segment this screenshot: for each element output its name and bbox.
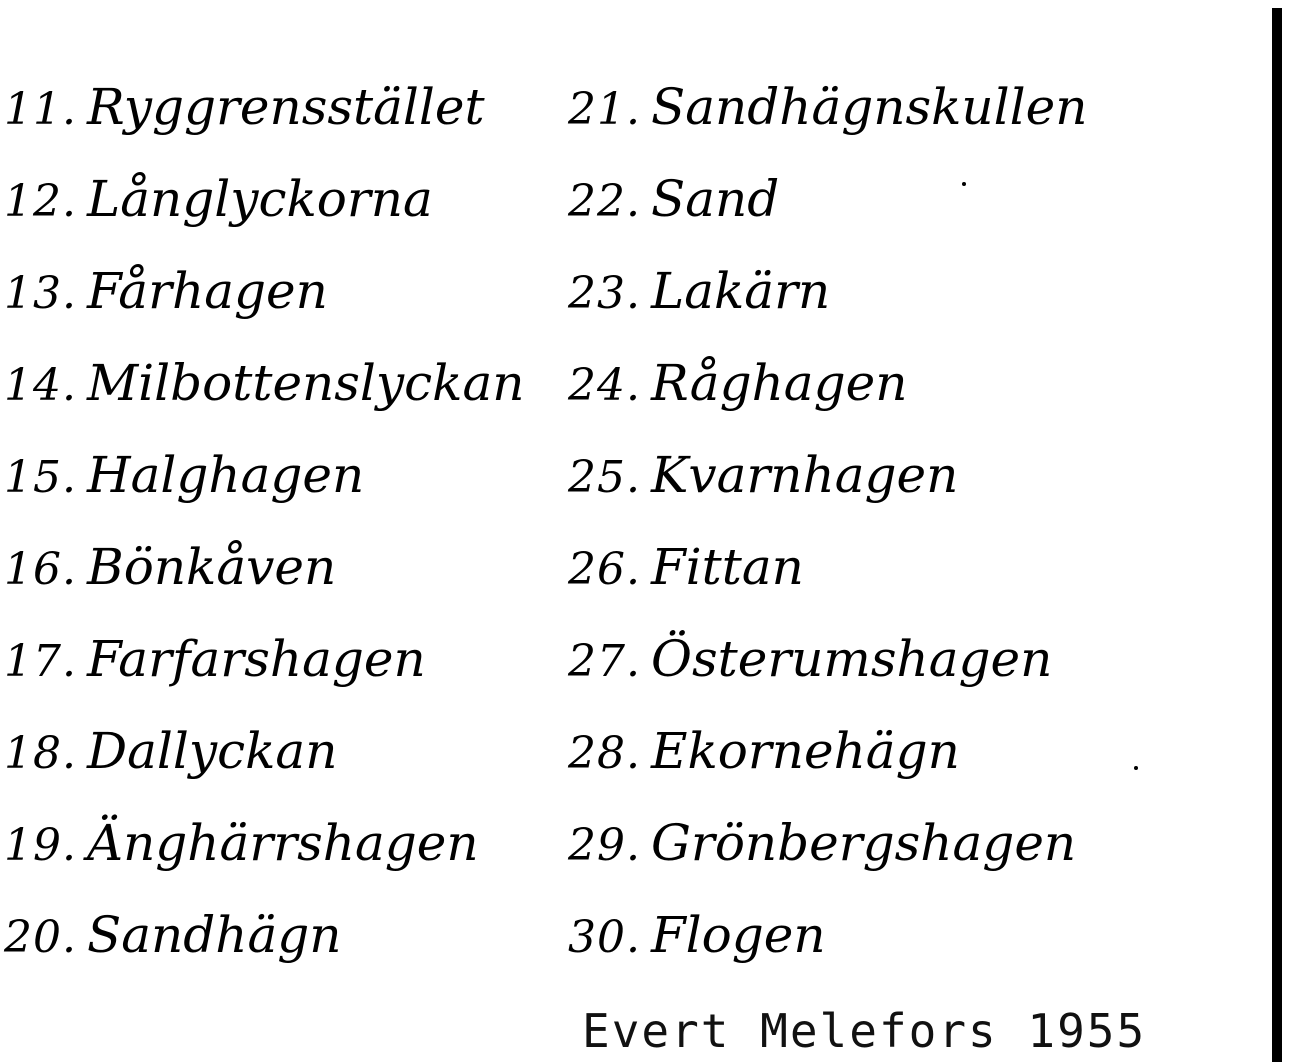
item-number: 27. (568, 636, 641, 687)
list-item (568, 630, 1228, 722)
item-name: Bönkåven (86, 538, 337, 596)
list-item (4, 262, 544, 354)
item-number: 25. (568, 452, 641, 503)
item-number: 17. (4, 636, 77, 687)
item-number: 24. (568, 360, 641, 411)
list-item (568, 538, 1228, 630)
item-number: 21. (568, 84, 641, 135)
item-number: 19. (4, 820, 77, 871)
item-number: 13. (4, 268, 77, 319)
item-name: Milbottenslyckan (86, 354, 525, 412)
item-number: 16. (4, 544, 77, 595)
item-number: 11. (4, 84, 77, 135)
item-name: Lakärn (650, 262, 831, 320)
item-name: Fårhagen (86, 262, 328, 320)
page-edge-line (1272, 8, 1282, 1062)
item-name: Ryggrensstället (86, 78, 485, 136)
signature-line: Evert Melefors 1955 (582, 1004, 1147, 1058)
scan-speck (1134, 766, 1138, 770)
list-item (4, 170, 544, 262)
list-item (568, 170, 1228, 262)
item-name: Flogen (650, 906, 826, 964)
list-item (4, 538, 544, 630)
item-number: 22. (568, 176, 641, 227)
list-item (568, 354, 1228, 446)
list-item (568, 906, 1228, 998)
item-name: Grönbergshagen (650, 814, 1077, 872)
list-item (4, 78, 544, 170)
item-number: 12. (4, 176, 77, 227)
item-name: Änghärrshagen (86, 814, 479, 872)
item-name: Sand (650, 170, 780, 228)
item-number: 20. (4, 912, 77, 963)
item-name: Österumshagen (650, 630, 1053, 688)
item-number: 14. (4, 360, 77, 411)
item-name: Halghagen (86, 446, 365, 504)
item-name: Sandhägnskullen (650, 78, 1088, 136)
item-name: Kvarnhagen (650, 446, 959, 504)
item-number: 23. (568, 268, 641, 319)
item-number: 15. (4, 452, 77, 503)
item-number: 29. (568, 820, 641, 871)
list-item (4, 446, 544, 538)
list-item (4, 722, 544, 814)
place-list-left (4, 78, 544, 998)
item-name: Sandhägn (86, 906, 342, 964)
item-name: Långlyckorna (86, 170, 433, 228)
item-number: 30. (568, 912, 641, 963)
list-item (568, 262, 1228, 354)
item-name: Fittan (650, 538, 804, 596)
scan-speck (962, 182, 966, 186)
list-item (568, 78, 1228, 170)
list-item (4, 630, 544, 722)
item-name: Råghagen (650, 354, 908, 412)
list-item (4, 354, 544, 446)
item-number: 28. (568, 728, 641, 779)
item-number: 26. (568, 544, 641, 595)
item-name: Farfarshagen (86, 630, 426, 688)
list-item (4, 814, 544, 906)
list-item (4, 906, 544, 998)
list-item (568, 446, 1228, 538)
place-list-right (568, 78, 1228, 998)
item-name: Ekornehägn (650, 722, 960, 780)
list-item (568, 814, 1228, 906)
list-item (568, 722, 1228, 814)
item-number: 18. (4, 728, 77, 779)
item-name: Dallyckan (86, 722, 338, 780)
